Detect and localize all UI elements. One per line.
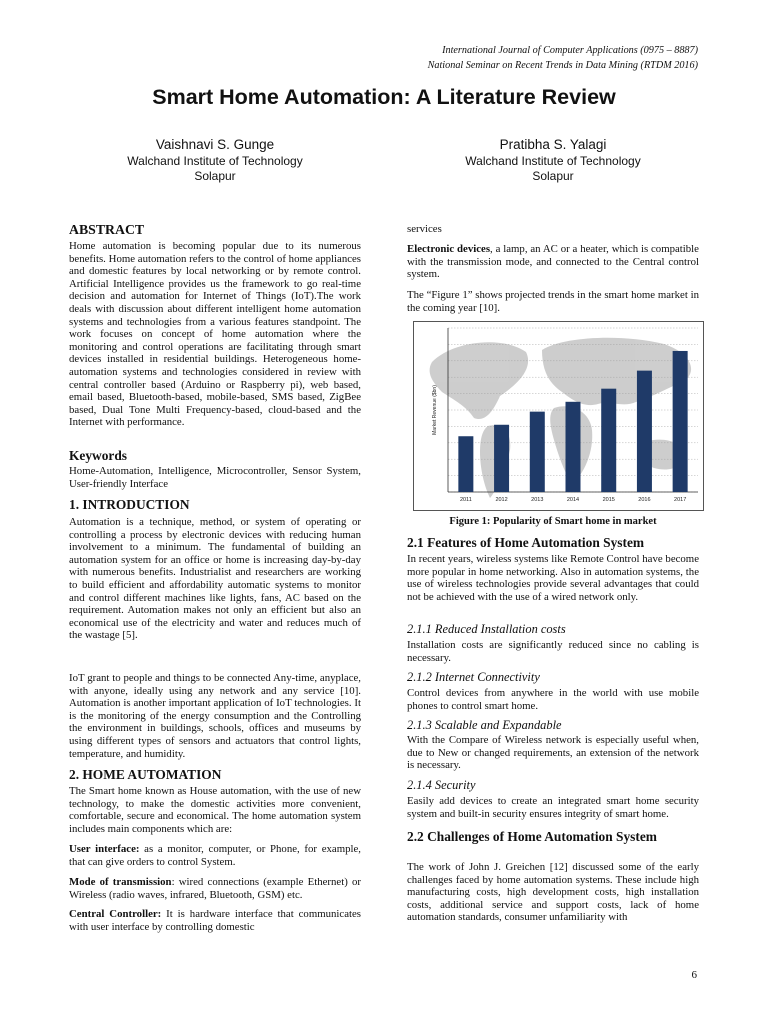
user-interface-term: User interface: xyxy=(69,843,140,855)
electronic-devices-text: , a lamp, an AC or a heater, which is compatible with the transmission mode, and connected to the Central control system. xyxy=(407,243,699,281)
keywords-heading: Keywords xyxy=(69,448,128,463)
section-2-1-text: In recent years, wireless systems like Remote Control have become more popular in home networking. Also in automation systems, the use of wireless technologies provide several advantages that could not be achieved with the use of a wired network only. xyxy=(407,553,699,603)
seminar-name: National Seminar on Recent Trends in Data Mining (RTDM 2016) xyxy=(427,60,698,71)
keywords-text: Home-Automation, Intelligence, Microcontroller, Sensor System, User-friendly Interface xyxy=(69,465,361,490)
subsection-text: With the Compare of Wireless network is especially useful when, due to New or changed requirements, an extension of the network is necessary. xyxy=(407,734,699,772)
journal-header xyxy=(428,43,698,73)
x-tick-label: 2015 xyxy=(602,497,615,503)
figure-reference-paragraph: The “Figure 1” shows projected trends in the smart home market in the coming year [10]. xyxy=(407,289,699,314)
user-interface-paragraph xyxy=(69,843,361,868)
abstract-heading: ABSTRACT xyxy=(69,222,145,237)
author-affiliation: Walchand Institute of Technology xyxy=(127,154,303,168)
introduction-heading: 1. INTRODUCTION xyxy=(69,497,190,512)
paper-title: Smart Home Automation: A Literature Review xyxy=(152,85,616,109)
subsection-heading: 2.1.3 Scalable and Expandable xyxy=(407,718,562,732)
author-city: Solapur xyxy=(194,169,236,183)
author-2 xyxy=(403,137,703,184)
page-number: 6 xyxy=(691,969,697,981)
x-tick-label: 2014 xyxy=(566,497,580,503)
electronic-devices-paragraph xyxy=(407,243,699,281)
y-axis-label: Market Revenue ($bn) xyxy=(432,385,438,435)
bar-2011 xyxy=(458,436,473,492)
transmission-paragraph xyxy=(69,876,361,901)
author-name: Pratibha S. Yalagi xyxy=(499,137,607,152)
x-tick-label: 2012 xyxy=(495,497,508,503)
central-controller-text: It is hardware interface that communicates with user interface by controlling domestic xyxy=(69,908,361,933)
bar-2013 xyxy=(530,412,545,492)
author-city: Solapur xyxy=(532,169,574,183)
subsection-text: Easily add devices to create an integrated smart home security system and built-in security ensures integrity of smart home. xyxy=(407,795,699,820)
bar-2014 xyxy=(566,402,581,492)
journal-name: International Journal of Computer Applications (0975 – 8887) xyxy=(442,45,698,56)
abstract-text: Home automation is becoming popular due to its numerous benefits. Home automation refers to the control of home appliances and domestic features by local networking or by remote control. Artificial Intelligence provides us the framework to go real-time decision and automation for Internet of Things (IoT).The work deals with discussion about different intelligent home automation systems and technologies from a various features standpoint. The work focuses on concept of home automation where the monitoring and control operations are facilitating through smart devices installed in residential buildings. Heterogeneous home-automation systems and technologies considered in review with central controller based (Arduino or Raspberry pi), web based, email based, Bluetooth-based, mobile-based, SMS based, ZigBee based, Dual Tone Multi Frequency-based, cloud-based and the Internet with performance. xyxy=(69,240,361,429)
figure-1 xyxy=(413,321,704,511)
market-bar-chart xyxy=(414,322,703,510)
bar-2017 xyxy=(673,351,688,492)
x-tick-label: 2017 xyxy=(674,497,687,503)
continued-text: services xyxy=(407,223,442,235)
bar-2016 xyxy=(637,371,652,492)
section-2-1-heading: 2.1 Features of Home Automation System xyxy=(407,535,645,550)
user-interface-text: as a monitor, computer, or Phone, for example, that can give orders to control System. xyxy=(69,843,361,868)
central-controller-term: Central Controller: xyxy=(69,908,162,920)
bar-2015 xyxy=(601,389,616,492)
x-tick-label: 2016 xyxy=(638,497,651,503)
x-tick-label: 2011 xyxy=(459,497,472,503)
chart-x-ticks xyxy=(460,497,686,503)
central-controller-paragraph xyxy=(69,908,361,933)
section-2-2-heading: 2.2 Challenges of Home Automation System xyxy=(407,829,657,844)
subsection-heading: 2.1.1 Reduced Installation costs xyxy=(407,622,566,636)
intro-paragraph-2: IoT grant to people and things to be connected Any-time, anyplace, with anyone, ideally using any network and any service [10]. Automation is another important application of IoT technologies. It is the monitoring of the energy consumption and the Controlling the environment in buildings, schools, offices and museums by using different types of sensors and actuators that control lights, temperature, and humidity. xyxy=(69,672,361,760)
subsection-text: Control devices from anywhere in the world with use mobile phones to control smart home. xyxy=(407,687,699,712)
transmission-term: Mode of transmission xyxy=(69,876,172,888)
bar-2012 xyxy=(494,425,509,492)
home-automation-paragraph: The Smart home known as House automation, with the use of new technology, to make the domestic activities more convenient, comfortable, secure and economical. The home automation system includes main components which are: xyxy=(69,785,361,835)
figure-caption: Figure 1: Popularity of Smart home in market xyxy=(449,516,657,527)
author-affiliation: Walchand Institute of Technology xyxy=(465,154,641,168)
transmission-text: : wired connections (example Ethernet) or Wireless (radio waves, infrared, Bluetooth, GSM) etc. xyxy=(69,876,361,901)
subsection-heading: 2.1.2 Internet Connectivity xyxy=(407,670,540,684)
subsection-text: Installation costs are significantly reduced since no cabling is necessary. xyxy=(407,639,699,664)
x-tick-label: 2013 xyxy=(531,497,544,503)
home-automation-heading: 2. HOME AUTOMATION xyxy=(69,767,222,782)
section-2-2-text: The work of John J. Greichen [12] discussed some of the early challenges faced by home automation systems. These include high manufacturing costs, high development costs, high installation costs, additional service and support costs, lack of home automation standards, consumer unfamiliarity with xyxy=(407,861,699,924)
electronic-devices-term: Electronic devices xyxy=(407,243,491,255)
author-1 xyxy=(65,137,365,184)
intro-paragraph-1: Automation is a technique, method, or system of operating or controlling a process by electronic devices with reducing human involvement to a minimum. The fundamental of building an automation system for an office or home is increasing day-by-day with numerous benefits. Industrialist and researchers are working to build efficient and affordability automatic systems to monitor and control different machines like lights, fans, AC based on the requirement. Automation makes not only an efficient but also an economical use of the electricity and water and reduces much of the wastage [5]. xyxy=(69,516,361,642)
author-name: Vaishnavi S. Gunge xyxy=(155,137,275,152)
subsection-heading: 2.1.4 Security xyxy=(407,778,476,792)
